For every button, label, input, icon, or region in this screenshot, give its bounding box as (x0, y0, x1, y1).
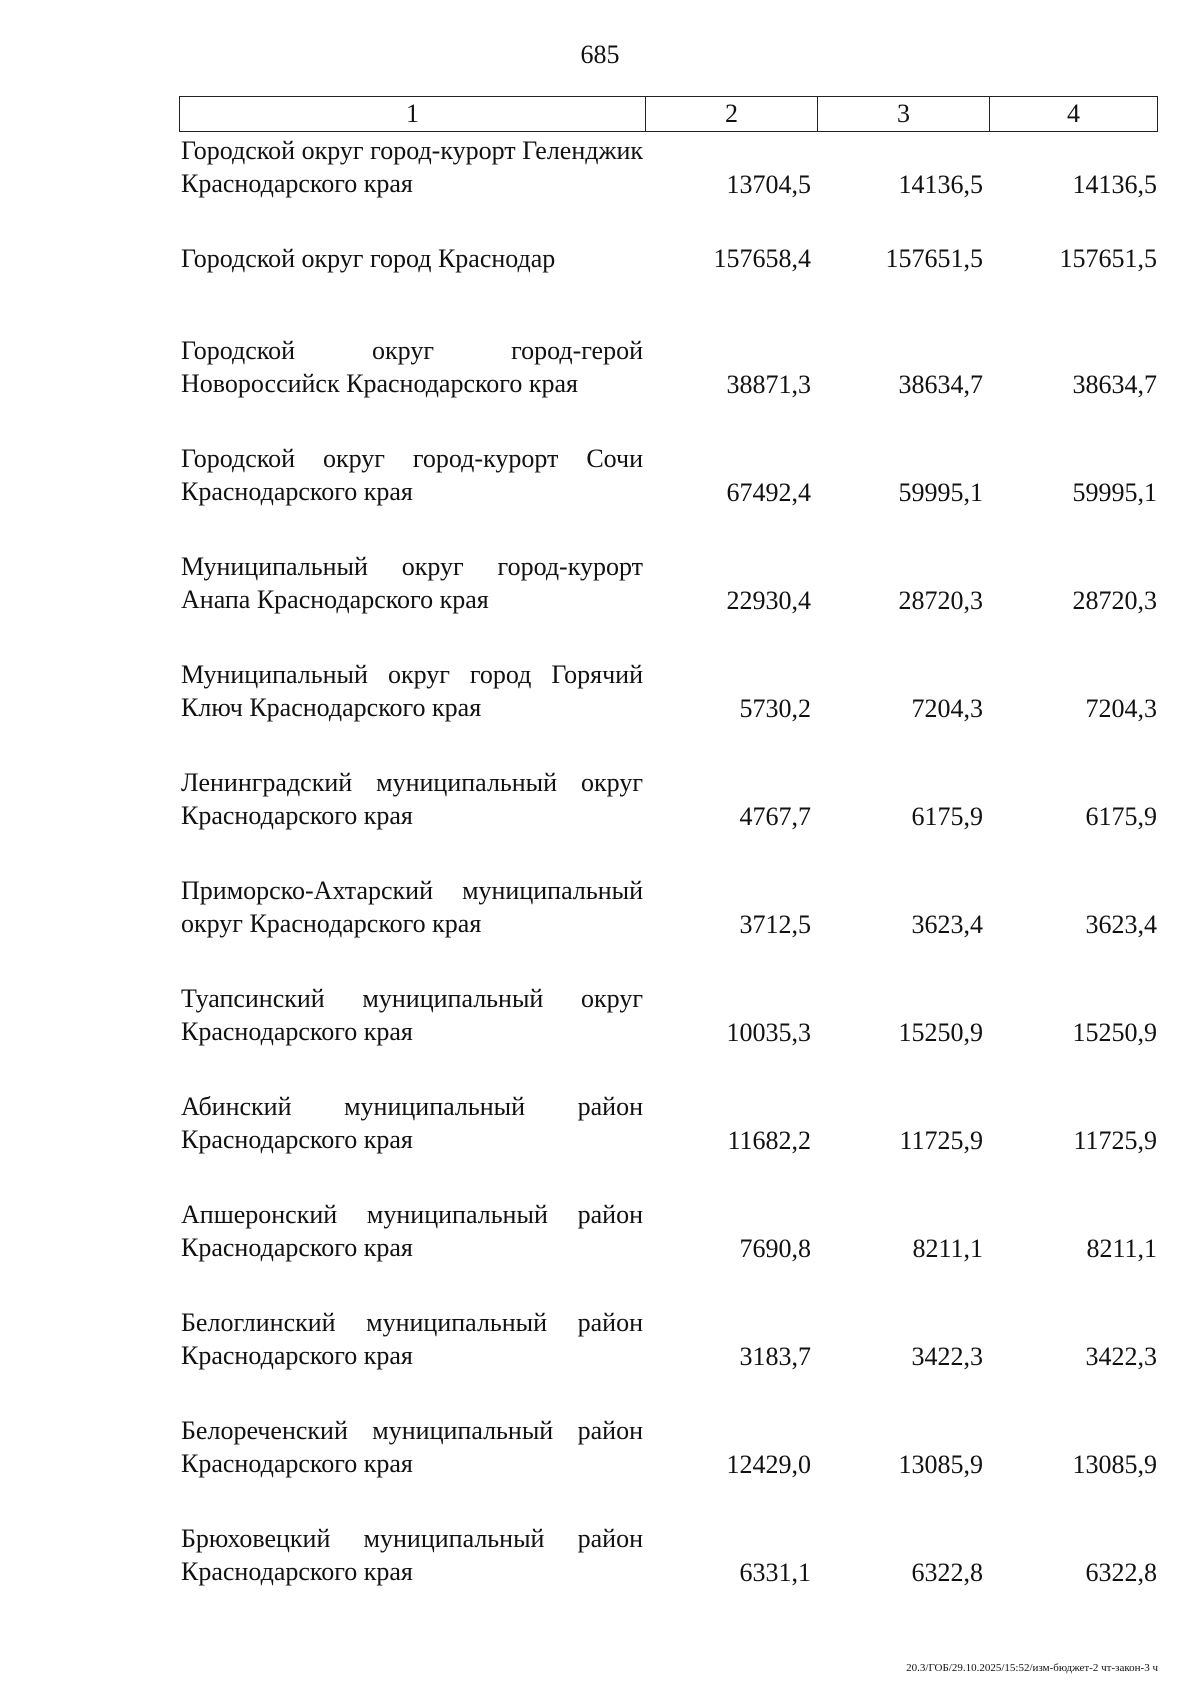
row-value-col4: 59995,1 (1072, 478, 1157, 507)
row-value-col3: 28720,3 (898, 586, 983, 615)
row-value-col2: 38871,3 (726, 370, 811, 399)
row-value-col4: 28720,3 (1072, 586, 1157, 615)
row-name: Апшеронский муниципальный район Краснодарского края (181, 1200, 643, 1262)
row-value-col4: 11725,9 (1073, 1126, 1157, 1155)
column-header-2: 2 (646, 97, 818, 132)
row-name: Городской округ город-курорт Геленджик Краснодарского края (181, 136, 643, 198)
row-value-col2: 3183,7 (739, 1342, 811, 1371)
row-value-col2: 13704,5 (726, 170, 811, 199)
row-name: Приморско-Ахтарский муниципальный округ Краснодарского края (181, 876, 643, 938)
row-value-col4: 15250,9 (1072, 1018, 1157, 1047)
row-value-col4: 7204,3 (1085, 694, 1157, 723)
table-row (179, 874, 1157, 982)
table-row (179, 766, 1157, 874)
row-name: Муниципальный округ город-курорт Анапа Краснодарского края (181, 552, 643, 614)
row-value-col2: 10035,3 (726, 1018, 811, 1047)
table-row (179, 550, 1157, 658)
column-header-table (179, 96, 1158, 132)
row-value-col2: 22930,4 (726, 586, 811, 615)
column-header-4: 4 (990, 97, 1158, 132)
table-row (179, 1414, 1157, 1522)
table-body (179, 134, 1157, 1630)
row-name: Городской округ город Краснодар (181, 244, 556, 273)
table-row (179, 1306, 1157, 1414)
row-value-col4: 6175,9 (1085, 802, 1157, 831)
table-row (179, 242, 1157, 310)
row-value-col4: 14136,5 (1072, 170, 1157, 199)
row-value-col2: 5730,2 (739, 694, 811, 723)
table-row (179, 982, 1157, 1090)
row-value-col2: 6331,1 (739, 1558, 811, 1587)
table-row (179, 334, 1157, 442)
row-value-col3: 38634,7 (898, 370, 983, 399)
row-name: Белоглинский муниципальный район Краснодарского края (181, 1308, 643, 1370)
row-value-col4: 38634,7 (1072, 370, 1157, 399)
row-name: Муниципальный округ город Горячий Ключ Краснодарского края (181, 660, 643, 722)
row-value-col3: 3422,3 (911, 1342, 983, 1371)
row-name: Абинский муниципальный район Краснодарского края (181, 1092, 643, 1154)
row-value-col3: 157651,5 (885, 244, 983, 273)
row-value-col4: 13085,9 (1072, 1450, 1157, 1479)
row-value-col4: 8211,1 (1086, 1234, 1157, 1263)
document-footer-code: 20.3/ГОБ/29.10.2025/15:52/изм-бюджет-2 чт-закон-3 ч (906, 1662, 1158, 1674)
row-name: Белореченский муниципальный район Краснодарского края (181, 1416, 643, 1478)
row-value-col2: 12429,0 (726, 1450, 811, 1479)
row-value-col3: 14136,5 (898, 170, 983, 199)
table-row (179, 442, 1157, 550)
table-row (179, 1522, 1157, 1630)
table-row (179, 1090, 1157, 1198)
row-value-col2: 67492,4 (726, 478, 811, 507)
table-row (179, 134, 1157, 242)
row-value-col2: 4767,7 (739, 802, 811, 831)
row-name: Городской округ город-курорт Сочи Краснодарского края (181, 444, 643, 506)
row-value-col3: 11725,9 (899, 1126, 983, 1155)
page-number: 685 (580, 40, 620, 69)
row-value-col3: 15250,9 (898, 1018, 983, 1047)
row-name: Ленинградский муниципальный округ Краснодарского края (181, 768, 643, 830)
row-value-col2: 7690,8 (739, 1234, 811, 1263)
row-value-col4: 6322,8 (1085, 1558, 1157, 1587)
row-value-col3: 6322,8 (911, 1558, 983, 1587)
table-row (179, 658, 1157, 766)
row-value-col3: 3623,4 (911, 910, 983, 939)
row-name: Брюховецкий муниципальный район Краснодарского края (181, 1524, 643, 1586)
row-value-col4: 157651,5 (1059, 244, 1157, 273)
row-value-col3: 7204,3 (911, 694, 983, 723)
row-value-col4: 3623,4 (1085, 910, 1157, 939)
row-name: Туапсинский муниципальный округ Краснодарского края (181, 984, 643, 1046)
row-name: Городской округ город-герой Новороссийск Краснодарского края (181, 336, 643, 398)
column-header-row (180, 97, 1158, 132)
row-value-col2: 157658,4 (713, 244, 811, 273)
row-value-col4: 3422,3 (1085, 1342, 1157, 1371)
column-header-1: 1 (180, 97, 646, 132)
row-value-col3: 59995,1 (898, 478, 983, 507)
column-header-3: 3 (818, 97, 990, 132)
row-value-col3: 8211,1 (912, 1234, 983, 1263)
row-value-col3: 6175,9 (911, 802, 983, 831)
table-row (179, 1198, 1157, 1306)
row-value-col2: 3712,5 (739, 910, 811, 939)
row-value-col2: 11682,2 (727, 1126, 811, 1155)
row-value-col3: 13085,9 (898, 1450, 983, 1479)
